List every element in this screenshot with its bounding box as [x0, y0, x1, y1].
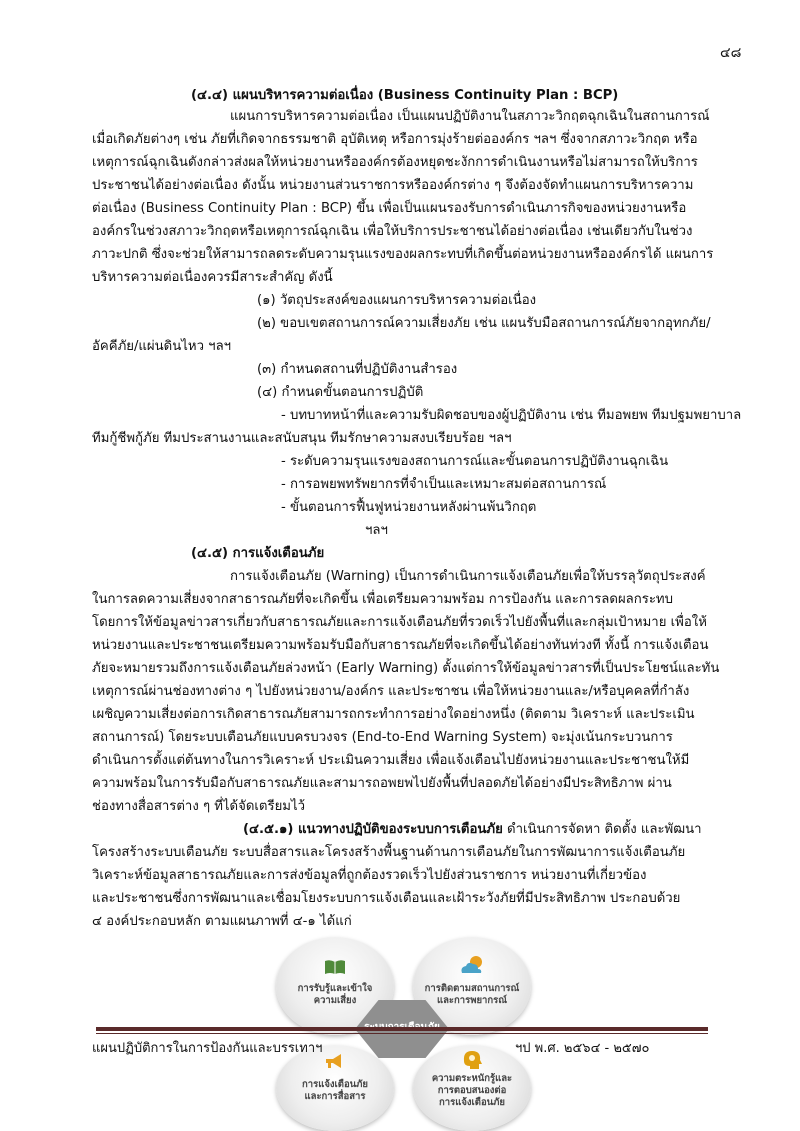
- s44-item-2-cont: อัคคีภัย/แผ่นดินไหว ฯลฯ: [92, 339, 232, 354]
- s44-sub-etc: ฯลฯ: [365, 523, 388, 538]
- s451-first-line-rest: ดำเนินการจัดหา ติดตั้ง และพัฒนา: [507, 822, 702, 837]
- section-4-5-heading: (๔.๕) การแจ้งเตือนภัย: [191, 546, 325, 561]
- dissemination-line-1: การแจ้งเตือนภัย: [302, 1079, 368, 1090]
- s44-sub-4: - ขั้นตอนการฟื้นฟูหน่วยงานหลังผ่านพ้นวิกฤต: [281, 500, 537, 515]
- footer-left-text: แผนปฏิบัติการในการป้องกันและบรรเทาฯ: [92, 1041, 323, 1056]
- response-line-3: การแจ้งเตือนภัย: [439, 1097, 505, 1108]
- s45-line-0: การแจ้งเตือนภัย (Warning) เป็นการดำเนินการแจ้งเตือนภัยเพื่อให้บรรลุวัตถุประสงค์: [230, 569, 706, 584]
- dissemination-line-2: และการสื่อสาร: [304, 1091, 366, 1102]
- s451-first-line: [243, 821, 702, 839]
- section-4-5-1-heading: (๔.๕.๑) แนวทางปฏิบัติของระบบการเตือนภัย: [243, 822, 503, 837]
- footer-right-text: ฯป พ.ศ. ๒๕๖๔ - ๒๕๗๐: [515, 1041, 650, 1056]
- circle-response: [413, 1045, 531, 1131]
- s451-line-0: โครงสร้างระบบเตือนภัย ระบบสื่อสารและโครงสร้างพื้นฐานด้านการเตือนภัยในการพัฒนาการแจ้งเตือนภัย: [92, 845, 686, 860]
- s45-line-5: เหตุการณ์ผ่านช่องทางต่าง ๆ ไปยังหน่วยงาน/องค์กร และประชาชน เพื่อให้หน่วยงานและ/หรือบุคคลที่กำลัง: [92, 684, 690, 699]
- s44-line-1: เมื่อเกิดภัยต่างๆ เช่น ภัยที่เกิดจากธรรมชาติ อุบัติเหตุ หรือการมุ่งร้ายต่อองค์กร ฯลฯ ซึ่งจากสภาวะวิกฤต หรือ: [92, 132, 698, 147]
- s45-line-8: ดำเนินการตั้งแต่ต้นทางในการวิเคราะห์ ประเมินความเสี่ยง เพื่อแจ้งเตือนไปยังหน่วยงานและประชาชนให้มี: [92, 753, 690, 768]
- s45-line-9: ความพร้อมในการรับมือกับสาธารณภัยและสามารถอพยพไปยังพื้นที่ปลอดภัยได้อย่างมีประสิทธิภาพ ผ่าน: [92, 776, 672, 791]
- s44-line-6: ภาวะปกติ ซึ่งจะช่วยให้สามารถลดระดับความรุนแรงของผลกระทบที่เกิดขึ้นต่อหน่วยงานหรือองค์กรได้ แผนการ: [92, 247, 714, 262]
- s451-line-1: วิเคราะห์ข้อมูลสาธารณภัยและการส่งข้อมูลที่ถูกต้องรวดเร็วไปยังส่วนราชการ หน่วยงานที่เกี่ยวข้อง: [92, 868, 647, 883]
- footer-rule-thick: [96, 1027, 708, 1031]
- s44-line-5: องค์กรในช่วงสภาวะวิกฤตหรือเหตุการณ์ฉุกเฉิน เพื่อให้บริการประชาชนได้อย่างต่อเนื่อง เช่นเดียวกับในช่วง: [92, 224, 693, 239]
- s44-line-3: ประชาชนได้อย่างต่อเนื่อง ดังนั้น หน่วยงานส่วนราชการหรือองค์กรต่าง ๆ จึงต้องจัดทำแผนการบริหารความ: [92, 178, 694, 193]
- section-4-4-heading: (๔.๔) แผนบริหารความต่อเนื่อง (Business Continuity Plan : BCP): [191, 88, 619, 103]
- brain-head-icon: [460, 1049, 484, 1071]
- megaphone-icon: [324, 1053, 346, 1069]
- response-line-1: ความตระหนักรู้และ: [431, 1073, 513, 1084]
- s44-sub-1-cont: ทีมกู้ชีพกู้ภัย ทีมประสานงานและสนับสนุน ทีมรักษาความสงบเรียบร้อย ฯลฯ: [92, 431, 512, 446]
- s451-line-2: และประชาชนซึ่งการพัฒนาและเชื่อมโยงระบบการแจ้งเตือนและเฝ้าระวังภัยที่มีประสิทธิภาพ ประกอบด้วย: [92, 891, 681, 906]
- s45-line-7: สถานการณ์) โดยระบบเตือนภัยแบบครบวงจร (End-to-End Warning System) จะมุ่งเน้นกระบวนการ: [92, 730, 673, 745]
- page-number: ๔๘: [720, 45, 742, 61]
- s44-line-2: เหตุการณ์ฉุกเฉินดังกล่าวส่งผลให้หน่วยงานหรือองค์กรต้องหยุดชะงักการดำเนินงานหรือไม่สามารถให้บริการ: [92, 155, 698, 170]
- s44-sub-3: - การอพยพทรัพยากรที่จำเป็นและเหมาะสมต่อสถานการณ์: [281, 477, 607, 492]
- monitoring-line-2: และการพยากรณ์: [436, 995, 508, 1006]
- s44-sub-2: - ระดับความรุนแรงของสถานการณ์และขั้นตอนการปฏิบัติงานฉุกเฉิน: [281, 454, 669, 469]
- s44-item-2: (๒) ขอบเขตสถานการณ์ความเสี่ยงภัย เช่น แผนรับมือสถานการณ์ภัยจากอุทกภัย/: [257, 316, 711, 331]
- risk-knowledge-line-2: ความเสี่ยง: [313, 995, 357, 1006]
- s45-line-3: หน่วยงานและประชาชนเตรียมความพร้อมรับมือกับสาธารณภัยที่จะเกิดขึ้นได้อย่างทันท่วงที ทั้งนี้ การแจ้งเตือน: [92, 638, 709, 653]
- s45-line-1: ในการลดความเสี่ยงจากสาธารณภัยที่จะเกิดขึ้น เพื่อเตรียมความพร้อม การป้องกัน และการลดผลกระทบ: [92, 592, 673, 607]
- weather-icon: [457, 953, 487, 977]
- book-icon: [324, 959, 346, 975]
- s44-line-7: บริหารความต่อเนื่องควรมีสาระสำคัญ ดังนี้: [92, 270, 333, 285]
- s45-line-6: เผชิญความเสี่ยงต่อการเกิดสาธารณภัยสามารถกระทำการอย่างใดอย่างหนึ่ง (ติดตาม วิเคราะห์ และประเมิน: [92, 707, 695, 722]
- s45-line-4: ภัยจะหมายรวมถึงการแจ้งเตือนภัยล่วงหน้า (Early Warning) ตั้งแต่การให้ข้อมูลข่าวสารที่เป็นประโยชน์และทัน: [92, 661, 720, 676]
- s45-line-10: ช่องทางสื่อสารต่าง ๆ ที่ได้จัดเตรียมไว้: [92, 799, 306, 814]
- risk-knowledge-line-1: การรับรู้และเข้าใจ: [297, 983, 373, 994]
- s44-item-3: (๓) กำหนดสถานที่ปฏิบัติงานสำรอง: [257, 362, 458, 377]
- response-line-2: การตอบสนองต่อ: [437, 1085, 507, 1096]
- s44-line-0: แผนการบริหารความต่อเนื่อง เป็นแผนปฏิบัติงานในสภาวะวิกฤตฉุกเฉินในสถานการณ์: [230, 109, 710, 124]
- s44-sub-1: - บทบาทหน้าที่และความรับผิดชอบของผู้ปฏิบัติงาน เช่น ทีมอพยพ ทีมปฐมพยาบาล: [281, 408, 742, 423]
- s44-line-4: ต่อเนื่อง (Business Continuity Plan : BCP) ขึ้น เพื่อเป็นแผนรองรับการดำเนินภารกิจของหน่วยงานหรือ: [92, 201, 687, 216]
- s451-line-3: ๔ องค์ประกอบหลัก ตามแผนภาพที่ ๔-๑ ได้แก่: [92, 914, 352, 929]
- s45-line-2: โดยการให้ข้อมูลข่าวสารเกี่ยวกับสาธารณภัยและการแจ้งเตือนภัยที่รวดเร็วไปยังพื้นที่และกลุ่มเป้าหมาย เพื่อให้: [92, 615, 707, 630]
- monitoring-line-1: การติดตามสถานการณ์: [424, 983, 520, 994]
- s44-item-4: (๔) กำหนดขั้นตอนการปฏิบัติ: [257, 385, 424, 400]
- footer-rule-thin: [96, 1033, 708, 1034]
- s44-item-1: (๑) วัตถุประสงค์ของแผนการบริหารความต่อเนื่อง: [257, 293, 537, 308]
